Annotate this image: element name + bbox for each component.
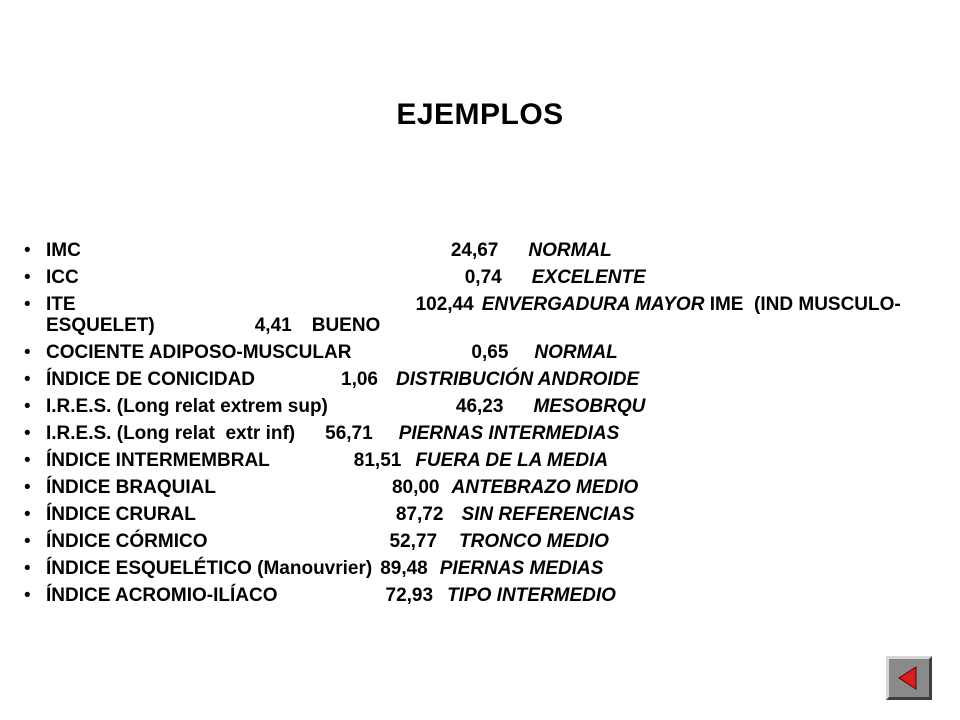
item-label: ÍNDICE CÓRMICO bbox=[46, 531, 208, 552]
list-item-imc bbox=[20, 240, 940, 261]
item-value: 0,74 bbox=[464, 267, 502, 288]
list-item-ires-sup bbox=[20, 396, 940, 417]
item-value: 1,06 bbox=[341, 369, 378, 390]
item-verdict: SIN REFERENCIAS bbox=[461, 504, 635, 525]
back-button[interactable] bbox=[886, 656, 932, 700]
item-label: ICC bbox=[46, 267, 79, 288]
item-verdict: NORMAL bbox=[534, 342, 618, 363]
item-value: 72,93 bbox=[385, 585, 434, 606]
list-item-icc bbox=[20, 267, 940, 288]
item-label: I.R.E.S. (Long relat extr inf) bbox=[46, 423, 296, 444]
bullet: • bbox=[24, 558, 31, 579]
list-item-acromio-iliaco bbox=[20, 585, 940, 606]
item-label: ÍNDICE CRURAL bbox=[46, 504, 196, 525]
bullet: • bbox=[24, 504, 31, 525]
index-list bbox=[20, 240, 940, 612]
list-item-cormico bbox=[20, 531, 940, 552]
item-value: 24,67 bbox=[450, 240, 499, 261]
list-item-ite bbox=[20, 294, 940, 336]
item-value: 87,72 bbox=[395, 504, 444, 525]
list-item-ires-inf bbox=[20, 423, 940, 444]
bullet: • bbox=[24, 423, 31, 444]
item-label: COCIENTE ADIPOSO-MUSCULAR bbox=[46, 342, 352, 363]
back-triangle-icon bbox=[889, 659, 929, 697]
item-label: ITE bbox=[46, 294, 76, 315]
item-value: 0,65 bbox=[471, 342, 509, 363]
item-label: ÍNDICE INTERMEMBRAL bbox=[46, 450, 270, 471]
item-verdict: PIERNAS INTERMEDIAS bbox=[398, 423, 620, 444]
list-item-cociente-adiposo bbox=[20, 342, 940, 363]
list-item-braquial bbox=[20, 477, 940, 498]
list-item-conicidad bbox=[20, 369, 940, 390]
page-title: EJEMPLOS bbox=[396, 98, 564, 131]
item-extra-label: IME (IND MUSCULO-ESQUELET) bbox=[46, 294, 901, 336]
item-verdict: DISTRIBUCIÓN ANDROIDE bbox=[396, 369, 640, 390]
bullet: • bbox=[24, 294, 31, 315]
item-verdict: ANTEBRAZO MEDIO bbox=[451, 477, 639, 498]
item-label: I.R.E.S. (Long relat extrem sup) bbox=[46, 396, 328, 417]
item-value: 52,77 bbox=[389, 531, 438, 552]
item-value: 56,71 bbox=[325, 423, 373, 444]
item-verdict: FUERA DE LA MEDIA bbox=[415, 450, 609, 471]
item-verdict: TIPO INTERMEDIO bbox=[447, 585, 616, 606]
item-value: 46,23 bbox=[455, 396, 504, 417]
item-verdict: TRONCO MEDIO bbox=[459, 531, 609, 552]
bullet: • bbox=[24, 342, 31, 363]
bullet: • bbox=[24, 477, 31, 498]
list-item-crural bbox=[20, 504, 940, 525]
item-verdict: EXCELENTE bbox=[531, 267, 646, 288]
item-value: 81,51 bbox=[353, 450, 402, 471]
item-verdict: MESOBRQU bbox=[533, 396, 646, 417]
bullet: • bbox=[24, 396, 31, 417]
item-label: ÍNDICE ACROMIO-ILÍACO bbox=[46, 585, 278, 606]
item-label: IMC bbox=[46, 240, 81, 261]
item-extra-verdict: BUENO bbox=[311, 315, 381, 336]
bullet: • bbox=[24, 450, 31, 471]
item-value: 89,48 bbox=[380, 558, 428, 579]
item-label: ÍNDICE ESQUELÉTICO (Manouvrier) bbox=[46, 558, 373, 579]
bullet: • bbox=[24, 240, 31, 261]
bullet: • bbox=[24, 369, 31, 390]
bullet: • bbox=[24, 585, 31, 606]
list-item-esqueletico bbox=[20, 558, 940, 579]
item-label: ÍNDICE BRAQUIAL bbox=[46, 477, 216, 498]
item-verdict: NORMAL bbox=[528, 240, 612, 261]
item-verdict: PIERNAS MEDIAS bbox=[439, 558, 604, 579]
item-value: 80,00 bbox=[391, 477, 440, 498]
item-verdict: ENVERGADURA MAYOR bbox=[481, 294, 705, 315]
bullet: • bbox=[24, 267, 31, 288]
list-item-intermembral bbox=[20, 450, 940, 471]
item-value: 102,44 bbox=[415, 294, 474, 315]
item-label: ÍNDICE DE CONICIDAD bbox=[46, 369, 256, 390]
item-extra-value: 4,41 bbox=[254, 315, 292, 336]
bullet: • bbox=[24, 531, 31, 552]
